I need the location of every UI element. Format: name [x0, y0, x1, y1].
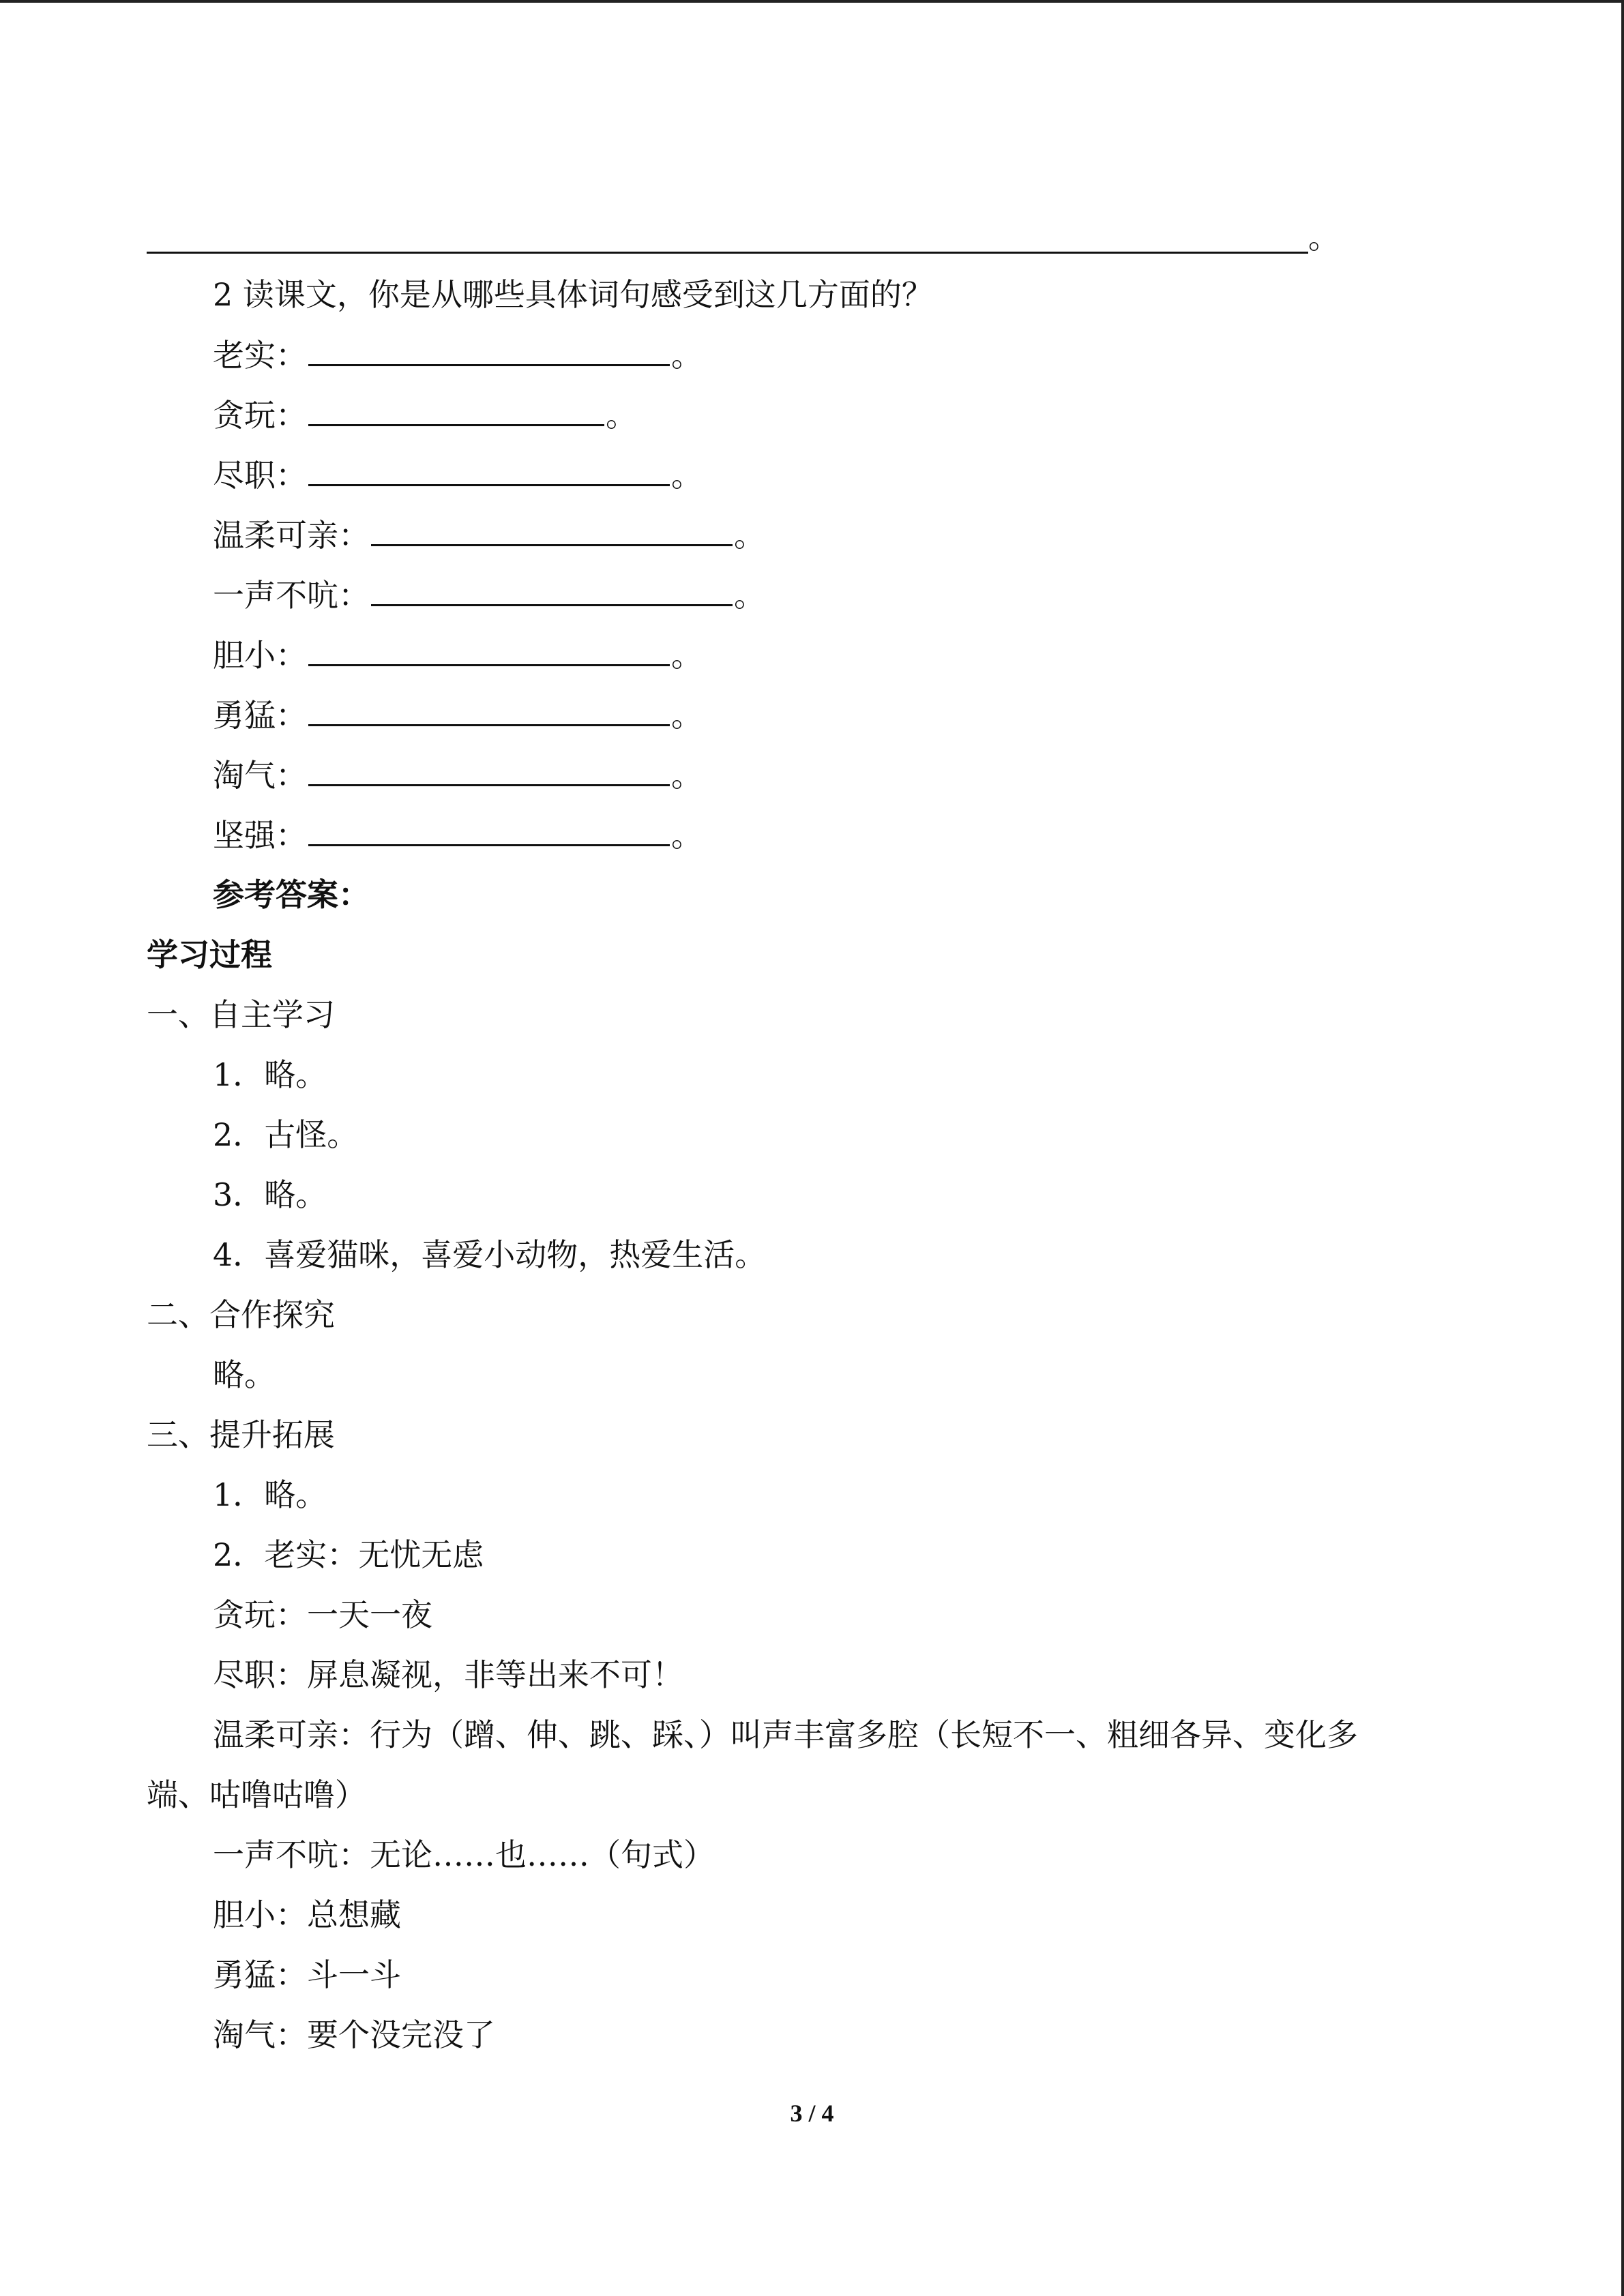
answer-item-continuation: 端、咕噜咕噜） [147, 1776, 366, 1813]
answer-item: 温柔可亲：行为（蹭、伸、跳、踩、）叫声丰富多腔（长短不一、粗细各异、变化多 [213, 1716, 1358, 1753]
blank-label: 老实： [213, 337, 307, 374]
section-1-title: 一、自主学习 [147, 996, 335, 1033]
blank-row-taoqi [213, 754, 703, 796]
answer-blank-line[interactable] [147, 215, 1308, 254]
section-2-title: 二、合作探究 [147, 1296, 335, 1333]
answer-item: 1．略。 [213, 1056, 327, 1093]
blank-period: 。 [671, 337, 703, 374]
blank-label: 温柔可亲： [213, 517, 370, 554]
blank-row-wenrou [213, 514, 765, 556]
blank-period: 。 [671, 697, 703, 734]
blank-period: 。 [671, 817, 703, 854]
question-2-prompt: 2 读课文，你是从哪些具体词句感受到这几方面的？ [213, 276, 933, 313]
answer-blank[interactable] [308, 334, 670, 366]
blank-row-jinzhi [213, 454, 703, 496]
answer-item: 略。 [213, 1356, 276, 1393]
answer-item: 淘气：要个没完没了 [213, 2016, 495, 2053]
blank-period: 。 [734, 517, 765, 554]
blank-period: 。 [671, 757, 703, 794]
blank-period: 。 [1308, 219, 1340, 256]
answer-blank[interactable] [308, 394, 604, 426]
answer-item: 2．老实：无忧无虑 [213, 1536, 484, 1573]
answer-item: 3．略。 [213, 1176, 327, 1213]
answer-item: 贪玩：一天一夜 [213, 1596, 432, 1633]
section-3-title: 三、提升拓展 [147, 1416, 335, 1453]
blank-period: 。 [734, 577, 765, 614]
answer-item: 4．喜爱猫咪，喜爱小动物，热爱生活。 [213, 1236, 767, 1273]
page-right-border [1621, 0, 1624, 2296]
answer-blank[interactable] [308, 694, 670, 726]
blank-row-yongmeng [213, 694, 703, 736]
blank-label: 贪玩： [213, 397, 307, 434]
page-number: 3 / 4 [790, 2100, 834, 2127]
blank-row-danxiao [213, 634, 703, 676]
answer-blank[interactable] [371, 514, 733, 546]
answer-item: 一声不吭：无论……也……（句式） [213, 1836, 715, 1873]
answers-heading: 参考答案： [213, 876, 370, 913]
answer-item: 2．古怪。 [213, 1116, 359, 1153]
blank-label: 胆小： [213, 637, 307, 674]
blank-label: 尽职： [213, 457, 307, 494]
answer-blank[interactable] [371, 574, 733, 606]
answer-blank[interactable] [308, 454, 670, 486]
answer-item: 勇猛：斗一斗 [213, 1956, 401, 1993]
blank-row-tanwan [213, 394, 637, 436]
process-heading: 学习过程 [147, 936, 272, 973]
blank-row-laoshi [213, 334, 703, 376]
blank-period: 。 [671, 457, 703, 494]
answer-blank[interactable] [308, 754, 670, 786]
blank-label: 坚强： [213, 817, 307, 854]
blank-label: 一声不吭： [213, 577, 370, 614]
answer-blank[interactable] [308, 814, 670, 846]
answer-blank[interactable] [308, 634, 670, 666]
blank-label: 淘气： [213, 757, 307, 794]
blank-label: 勇猛： [213, 697, 307, 734]
blank-period: 。 [671, 637, 703, 674]
page-top-border [0, 0, 1624, 3]
blank-period: 。 [606, 397, 637, 434]
answer-item: 胆小：总想藏 [213, 1896, 401, 1933]
answer-item: 尽职：屏息凝视，非等出来不可！ [213, 1656, 683, 1693]
answer-item: 1．略。 [213, 1476, 327, 1513]
blank-row-jianqiang [213, 814, 703, 856]
blank-row-yishengbukeng [213, 574, 765, 616]
